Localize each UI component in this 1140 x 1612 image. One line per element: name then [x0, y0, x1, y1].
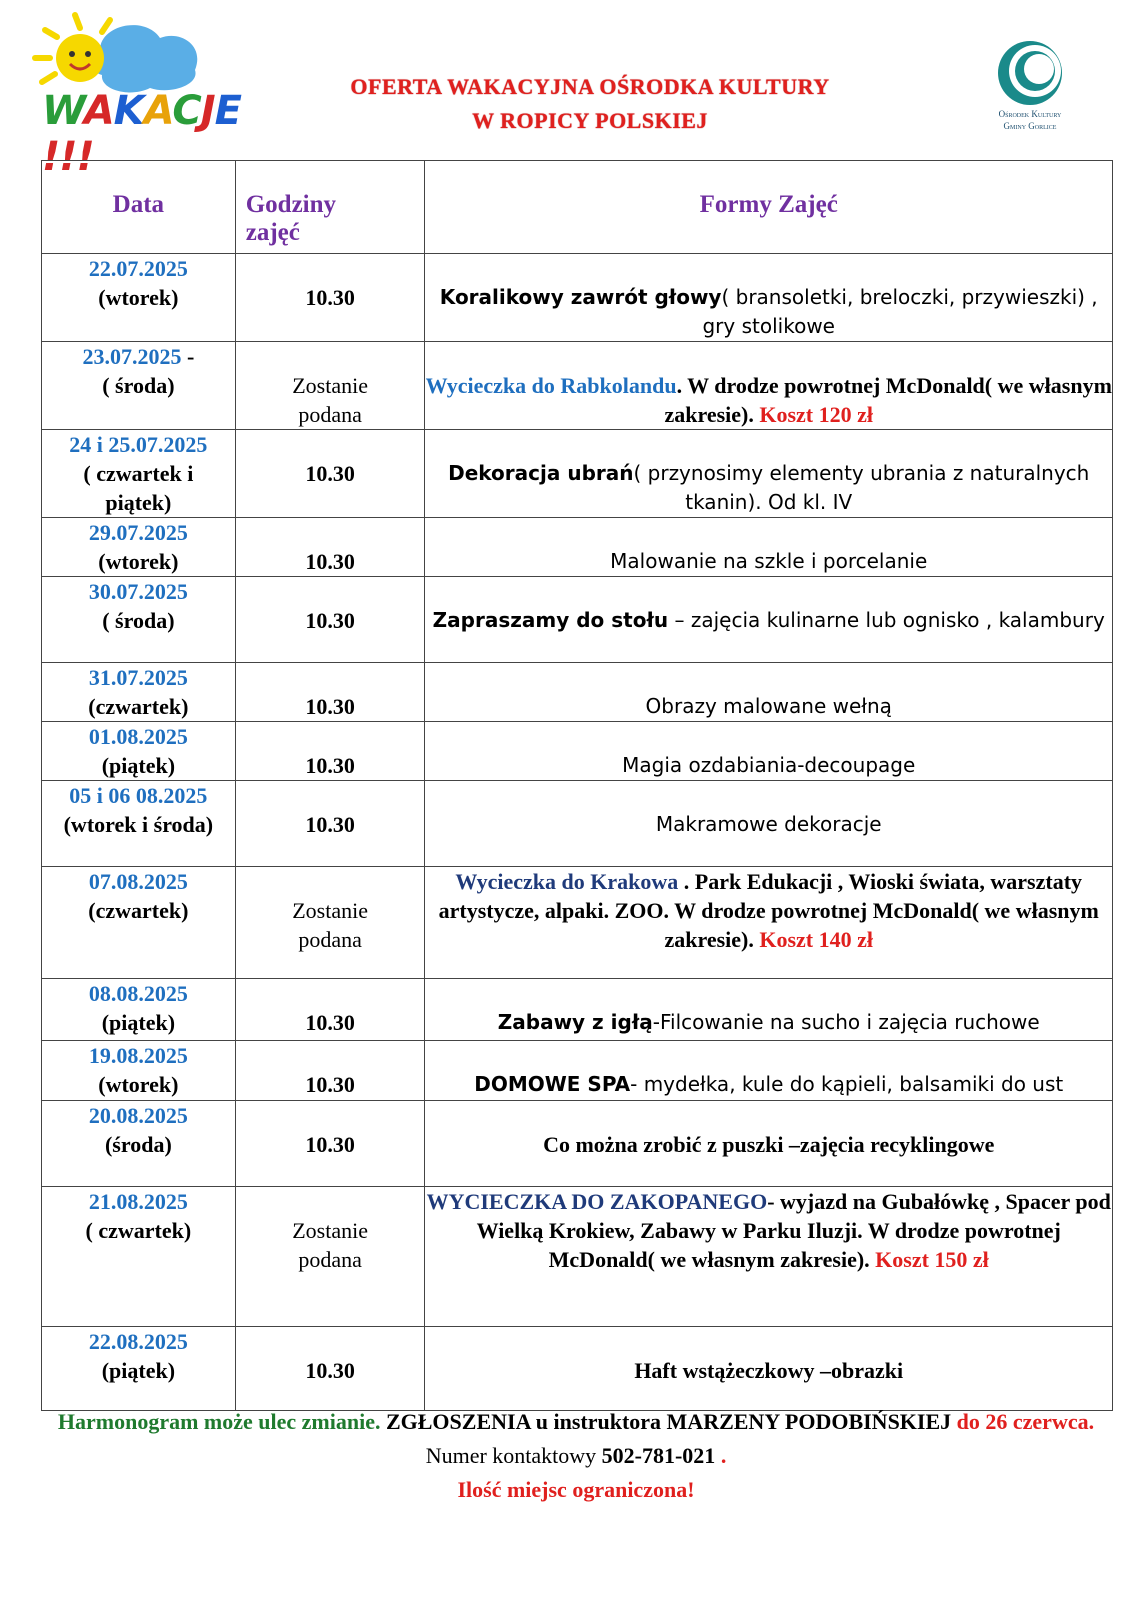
osrodek-kultury-logo [970, 38, 1090, 138]
form-cell: Makramowe dekoracje [425, 781, 1113, 867]
hour-cell: 10.30 [235, 430, 425, 518]
form-cell: Koralikowy zawrót głowy( bransoletki, breloczki, przywieszki) , gry stolikowe [425, 254, 1113, 342]
hour-cell: 10.30 [235, 781, 425, 867]
table-row [42, 577, 1113, 663]
footer-note: Harmonogram może ulec zmianie. ZGŁOSZENIA u instruktora MARZENY PODOBIŃSKIEJ do 26 czerwca. Numer kontaktowy 502-781-021 . Ilość miejsc ograniczona! [57, 1409, 1095, 1502]
form-cell: WYCIECZKA DO ZAKOPANEGO- wyjazd na Gubałówkę , Spacer pod Wielką Krokiew, Zabawy w Parku Iluzji. W drodze powrotnej McDonald( we własnym zakresie). Koszt 150 zł [425, 1187, 1113, 1327]
schedule-table [41, 160, 1113, 1411]
form-cell: Co można zrobić z puszki –zajęcia recyklingowe [425, 1101, 1113, 1187]
hour-cell: 10.30 [235, 1327, 425, 1411]
hour-cell: 10.30 [235, 722, 425, 781]
date-cell: 22.08.2025 (piątek) [42, 1327, 236, 1411]
date-cell: 29.07.2025 (wtorek) [42, 518, 236, 577]
table-row [42, 342, 1113, 430]
wakacje-logo [30, 10, 270, 180]
header-data: Data [42, 161, 236, 254]
crescent-logo-icon [995, 38, 1065, 108]
hour-cell: Zostanie podana [235, 867, 425, 979]
hour-cell: 10.30 [235, 577, 425, 663]
table-row [42, 1327, 1113, 1411]
date-cell: 31.07.2025 (czwartek) [42, 663, 236, 722]
hour-cell: 10.30 [235, 254, 425, 342]
table-row [42, 254, 1113, 342]
hour-cell: Zostanie podana [235, 1187, 425, 1327]
table-row [42, 1187, 1113, 1327]
form-cell: Malowanie na szkle i porcelanie [425, 518, 1113, 577]
table-row [42, 781, 1113, 867]
sun-cloud-icon [30, 10, 270, 100]
date-cell: 20.08.2025 (środa) [42, 1101, 236, 1187]
form-cell: DOMOWE SPA- mydełka, kule do kąpieli, balsamiki do ust [425, 1041, 1113, 1101]
date-cell: 30.07.2025 ( środa) [42, 577, 236, 663]
hour-cell: Zostanie podana [235, 342, 425, 430]
date-cell: 08.08.2025 (piątek) [42, 979, 236, 1041]
table-row [42, 867, 1113, 979]
logo-caption-line2: Gminy Gorlice [1003, 121, 1057, 131]
table-row [42, 1041, 1113, 1101]
date-cell: 19.08.2025 (wtorek) [42, 1041, 236, 1101]
table-row [42, 1101, 1113, 1187]
page-title: OFERTA WAKACYJNA OŚRODKA KULTURY W ROPICY POLSKIEJ [350, 74, 830, 133]
table-row [42, 430, 1113, 518]
hour-cell: 10.30 [235, 1041, 425, 1101]
form-cell: Wycieczka do Rabkolandu. W drodze powrotnej McDonald( we własnym zakresie). Koszt 120 zł [425, 342, 1113, 430]
form-cell: Zapraszamy do stołu – zajęcia kulinarne lub ognisko , kalambury [425, 577, 1113, 663]
table-row [42, 518, 1113, 577]
date-cell: 24 i 25.07.2025 ( czwartek i piątek) [42, 430, 236, 518]
hour-cell: 10.30 [235, 1101, 425, 1187]
form-cell: Obrazy malowane wełną [425, 663, 1113, 722]
table-header-row [42, 161, 1113, 254]
hour-cell: 10.30 [235, 518, 425, 577]
table-row [42, 979, 1113, 1041]
form-cell: Wycieczka do Krakowa . Park Edukacji , Wioski świata, warsztaty artystycze, alpaki. ZOO. W drodze powrotnej McDonald( we własnym zakresie). Koszt 140 zł [425, 867, 1113, 979]
date-cell: 01.08.2025 (piątek) [42, 722, 236, 781]
wakacje-title: WAKACJE !!! [42, 88, 241, 180]
date-cell: 22.07.2025 (wtorek) [42, 254, 236, 342]
hour-cell: 10.30 [235, 663, 425, 722]
form-cell: Dekoracja ubrań( przynosimy elementy ubrania z naturalnych tkanin). Od kl. IV [425, 430, 1113, 518]
form-cell: Zabawy z igłą-Filcowanie na sucho i zajęcia ruchowe [425, 979, 1113, 1041]
date-cell: 23.07.2025 - ( środa) [42, 342, 236, 430]
table-row [42, 722, 1113, 781]
hour-cell: 10.30 [235, 979, 425, 1041]
date-cell: 21.08.2025 ( czwartek) [42, 1187, 236, 1327]
form-cell: Haft wstążeczkowy –obrazki [425, 1327, 1113, 1411]
date-cell: 05 i 06 08.2025 (wtorek i środa) [42, 781, 236, 867]
logo-caption-line1: Ośrodek Kultury [998, 109, 1062, 119]
form-cell: Magia ozdabiania-decoupage [425, 722, 1113, 781]
header-godziny: Godziny zajęć [235, 161, 425, 254]
date-cell: 07.08.2025 (czwartek) [42, 867, 236, 979]
table-row [42, 663, 1113, 722]
header-formy: Formy Zajęć [425, 161, 1113, 254]
